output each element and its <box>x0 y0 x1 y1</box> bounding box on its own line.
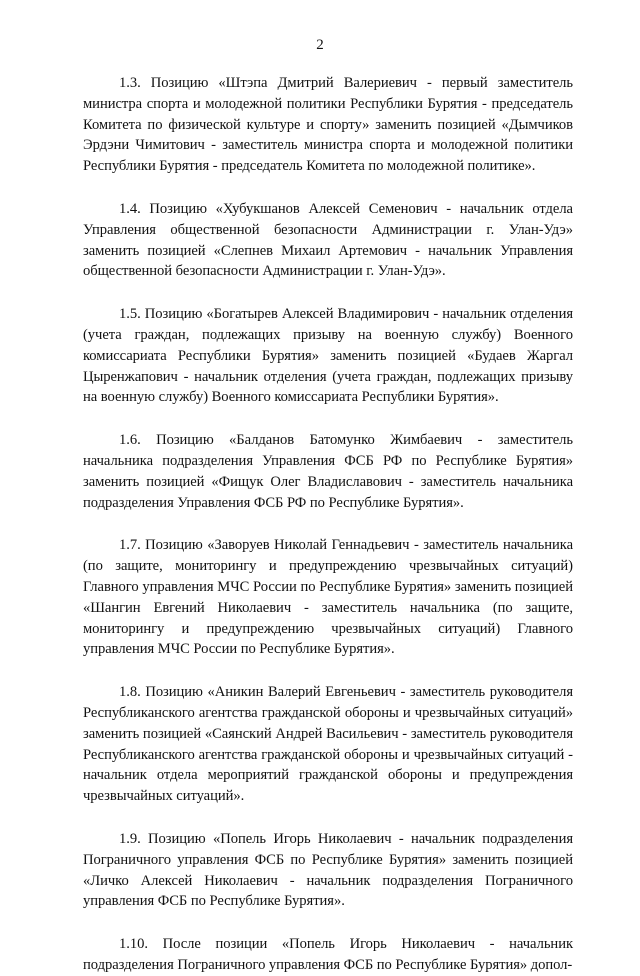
paragraph-1-10: 1.10. После позиции «Попель Игорь Николаевич - начальник подразделения Пограничного управления ФСБ по Республике Бурятия» допол- <box>83 936 573 973</box>
paragraph-1-3: 1.3. Позицию «Штэпа Дмитрий Валериевич - первый заместитель министра спорта и молодежной политики Республики Бурятия - председатель Комитета по физической культуре и спорту» заменить позицией «Дымчиков Эрдэни Чимитович - заместитель министра спорта и молодежной политики Республики Бурятия - председатель Комитета по молодежной политике». <box>83 75 573 175</box>
paragraph-1-4: 1.4. Позицию «Хубукшанов Алексей Семенович - начальник отдела Управления общественной безопасности Администрации г. Улан-Удэ» заменить позицией «Слепнев Михаил Артемович - начальник Управления общественной безопасности Администрации г. Улан-Удэ». <box>83 200 573 280</box>
page-number: 2 <box>316 37 324 53</box>
paragraph-1-7: 1.7. Позицию «Заворуев Николай Геннадьевич - заместитель начальника (по защите, мониторингу и предупреждению чрезвычайных ситуаций) Главного управления МЧС России по Республике Бурятия» заменить позицией «Шангин Евгений Николаевич - заместитель начальника (по защите, мониторингу и предупреждению чрезвычайных ситуаций) Главного управления МЧС России по Республике Бурятия». <box>83 537 573 658</box>
document-body <box>83 73 573 976</box>
paragraph-1-8: 1.8. Позицию «Аникин Валерий Евгеньевич - заместитель руководителя Республиканского агентства гражданской обороны и чрезвычайных ситуаций» заменить позицией «Саянский Андрей Васильевич - заместитель руководителя Республиканского агентства гражданской обороны и чрезвычайных ситуаций - начальник отдела мероприятий гражданской обороны и предупреждения чрезвычайных ситуаций». <box>83 684 573 805</box>
paragraph-1-6: 1.6. Позицию «Балданов Батомунко Жимбаевич - заместитель начальника подразделения Управления ФСБ РФ по Республике Бурятия» заменить позицией «Фищук Олег Владиславович - заместитель начальника подразделения Управления ФСБ РФ по Республике Бурятия». <box>83 432 573 511</box>
paragraph-1-5: 1.5. Позицию «Богатырев Алексей Владимирович - начальник отделения (учета граждан, подлежащих призыву на военную службу) Военного комиссариата Республики Бурятия» заменить позицией «Будаев Жаргал Цыренжапович - начальник отделения (учета граждан, подлежащих призыву на военную службу) Военного комиссариата Республики Бурятия». <box>83 306 573 406</box>
paragraph-1-9: 1.9. Позицию «Попель Игорь Николаевич - начальник подразделения Пограничного управления ФСБ по Республике Бурятия» заменить позицией «Личко Алексей Николаевич - начальник подразделения Пограничного управления ФСБ по Республике Бурятия». <box>83 830 573 910</box>
